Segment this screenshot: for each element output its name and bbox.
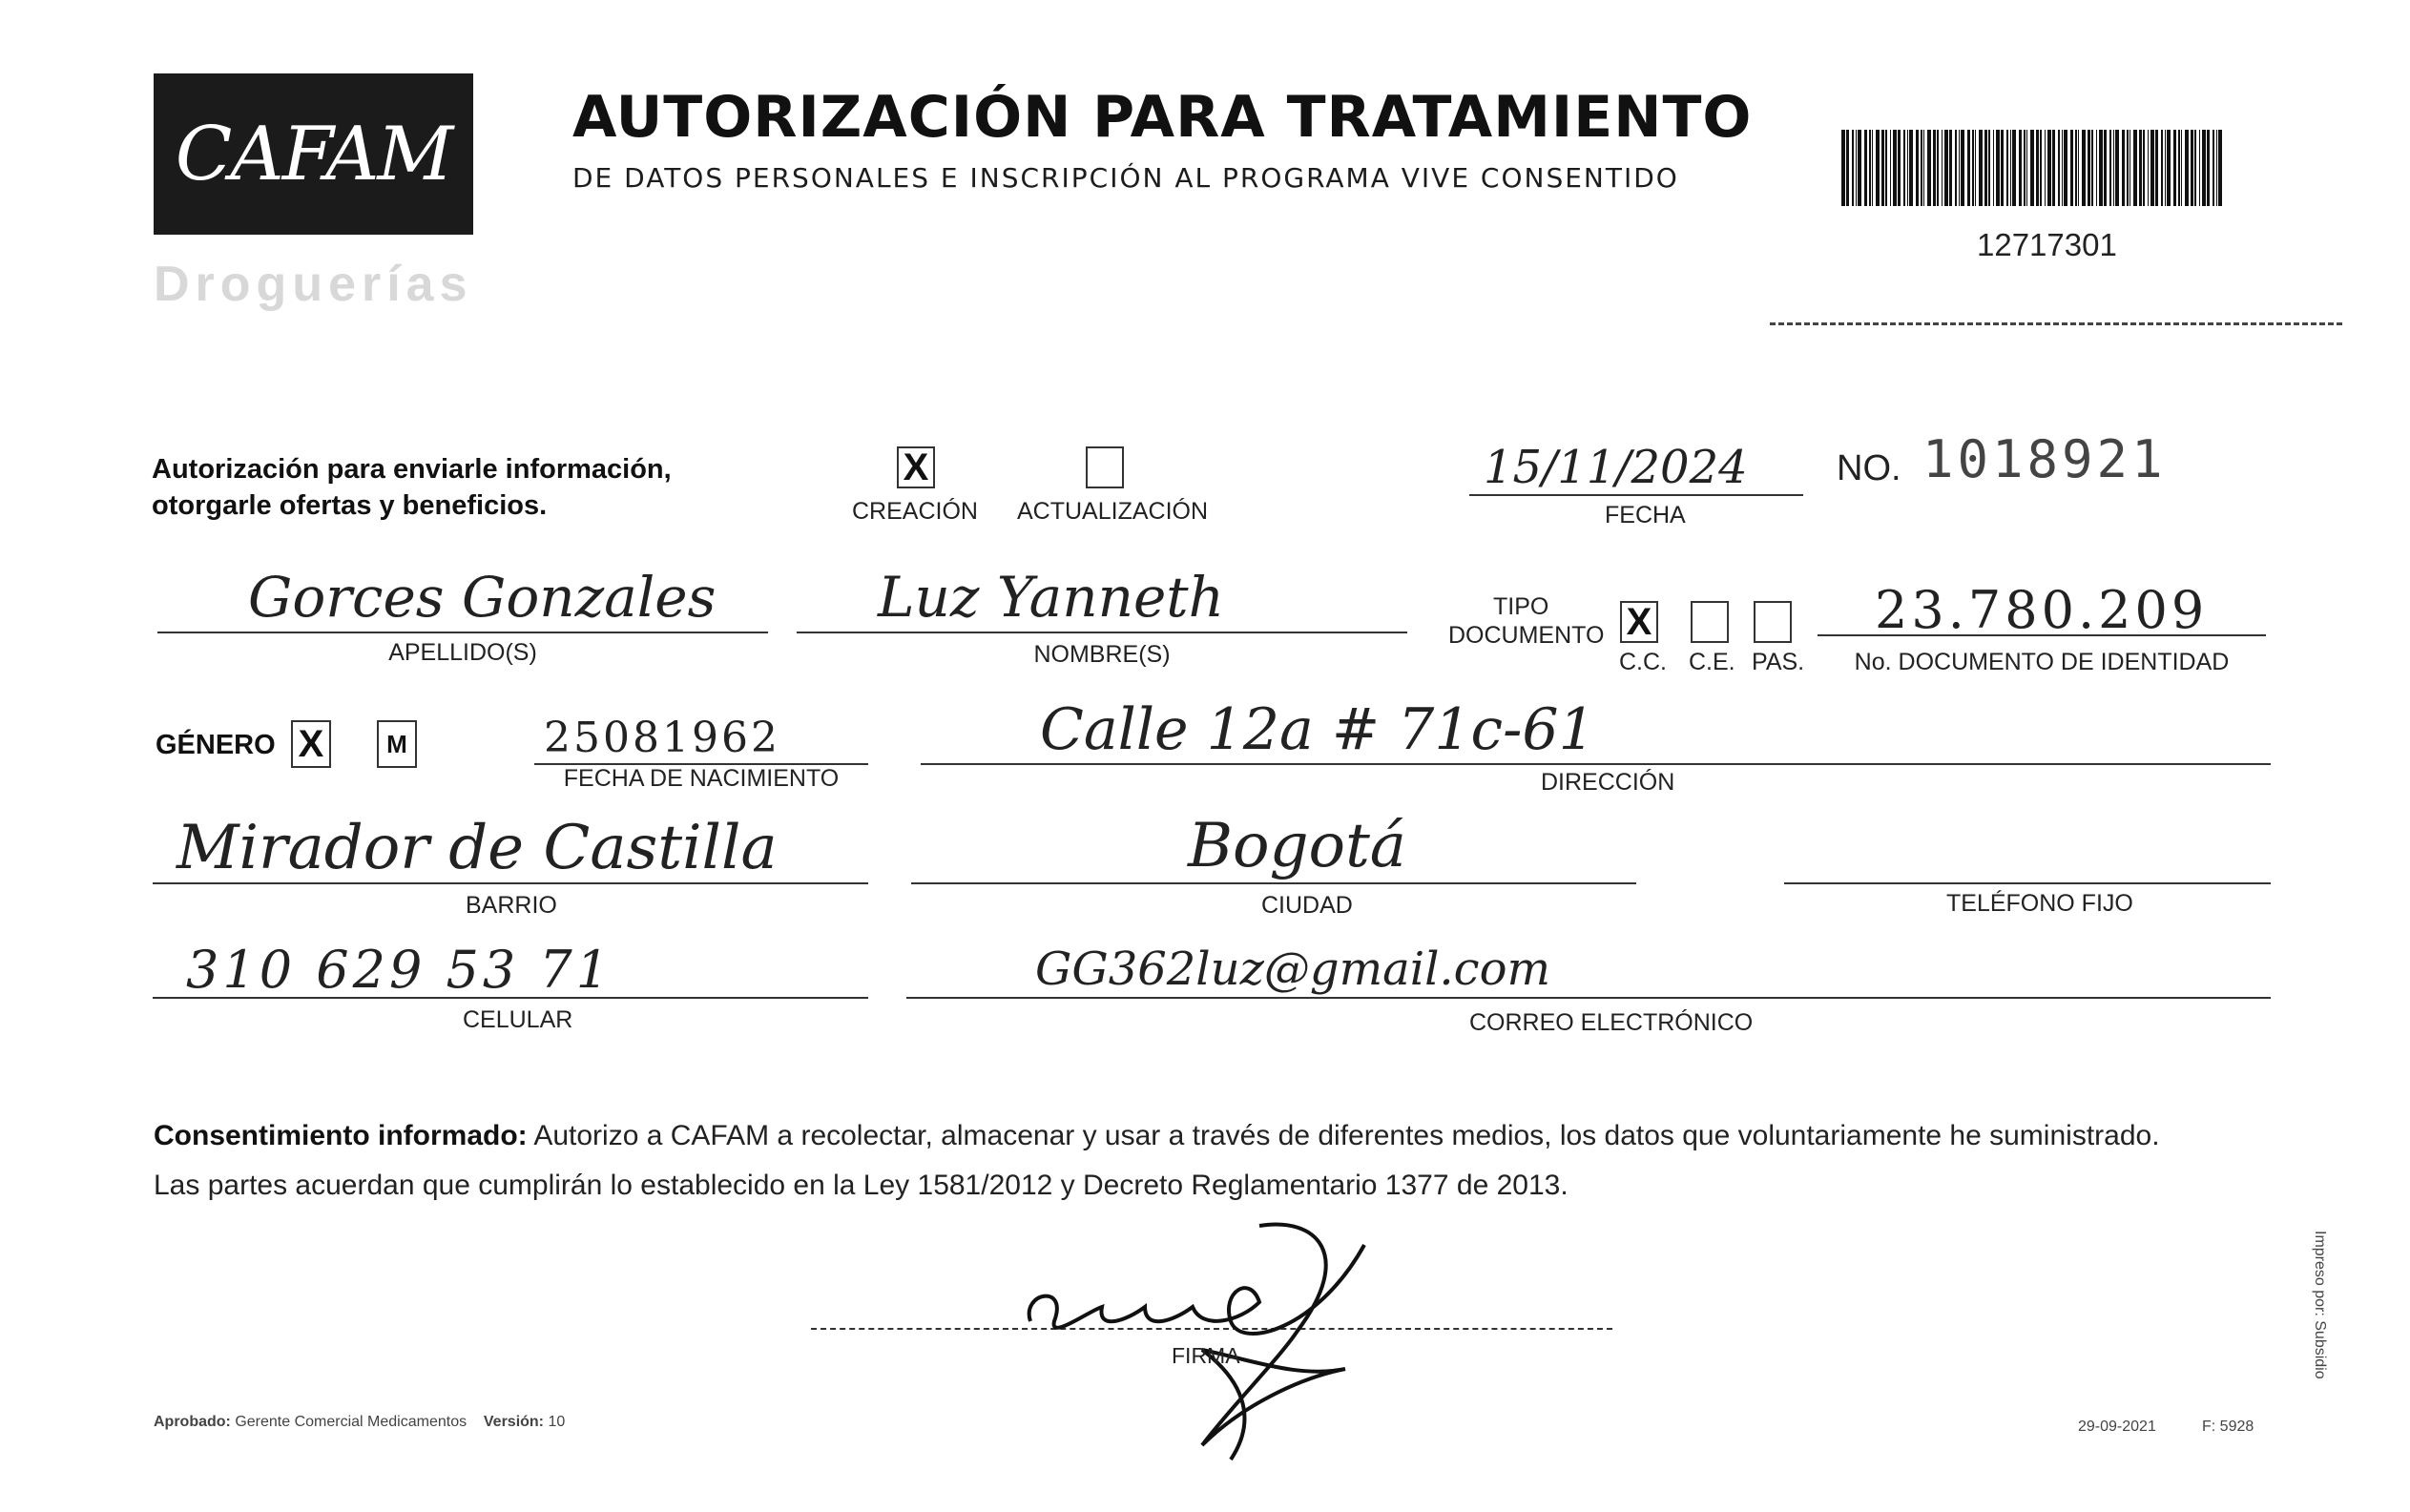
- barcode-bar: [1937, 130, 1939, 206]
- signature-label: FIRMA: [1172, 1343, 1240, 1368]
- ciudad-label: CIUDAD: [1261, 892, 1353, 919]
- creacion-checkbox[interactable]: [897, 446, 935, 488]
- barcode-bar: [2040, 130, 2042, 206]
- barcode-bar: [2150, 130, 2154, 206]
- barcode-bar: [2213, 130, 2214, 206]
- barcode-bar: [2012, 130, 2016, 206]
- barcode-bar: [1864, 130, 1867, 206]
- barcode-bar: [1967, 130, 1970, 206]
- barcode-bar: [1858, 130, 1861, 206]
- ciudad-value: Bogotá: [1188, 811, 1406, 881]
- genero-f-mark: X: [298, 722, 324, 765]
- barcode-bar: [2161, 130, 2163, 206]
- cc-mark: X: [1626, 600, 1652, 643]
- barrio-label: BARRIO: [466, 892, 557, 919]
- barcode-bar: [2115, 130, 2119, 206]
- barcode-bar: [1984, 130, 1987, 206]
- barcode-bar: [2191, 130, 2193, 206]
- barcode-bar: [1869, 130, 1871, 206]
- barcode-bar: [2207, 130, 2210, 206]
- authorization-text-line1: Autorización para enviarle información,: [152, 454, 672, 485]
- side-print-text: Impreso por: Subsidio: [2312, 1231, 2328, 1379]
- ciudad-line: [911, 882, 1636, 884]
- correo-value: GG362luz@gmail.com: [1035, 942, 1550, 996]
- dashed-divider: [1770, 322, 2342, 325]
- celular-line: [153, 997, 868, 999]
- form-title: AUTORIZACIÓN PARA TRATAMIENTO: [572, 84, 1753, 151]
- barcode-bar: [1993, 130, 1994, 206]
- barcode-bar: [1893, 130, 1897, 206]
- barcode-bar: [2185, 130, 2189, 206]
- genero-m-checkbox[interactable]: [377, 720, 417, 768]
- barcode-bar: [2026, 130, 2027, 206]
- barcode-bar: [2091, 130, 2093, 206]
- apellidos-label: APELLIDO(S): [388, 639, 537, 666]
- barcode-bar: [2052, 130, 2055, 206]
- barcode-bar: [2064, 130, 2067, 206]
- barcode-bar: [2143, 130, 2145, 206]
- barcode-bar: [2181, 130, 2182, 206]
- celular-label: CELULAR: [463, 1006, 573, 1033]
- cafam-logo: [154, 73, 473, 235]
- barcode-bar: [2194, 130, 2196, 206]
- barcode-bar: [1933, 130, 1936, 206]
- barcode-bar: [2178, 130, 2180, 206]
- consent-body-line1: Autorizo a CAFAM a recolectar, almacenar y usar a través de diferentes medios, los datos que voluntariamente he suministrado.: [533, 1120, 2160, 1151]
- barcode-bar: [1872, 130, 1873, 206]
- barcode-number: 12717301: [1977, 227, 2117, 262]
- tipo-documento-label-1: TIPO: [1493, 593, 1549, 620]
- barcode-bar: [2104, 130, 2107, 206]
- barcode-bar: [1988, 130, 1990, 206]
- ce-checkbox[interactable]: [1691, 601, 1729, 643]
- barcode-bar: [2088, 130, 2090, 206]
- cc-label: C.C.: [1619, 649, 1667, 675]
- barcode-bar: [2139, 130, 2142, 206]
- nombres-value: Luz Yanneth: [878, 565, 1224, 630]
- barcode-bar: [2167, 130, 2171, 206]
- logo-text: CAFAM: [175, 111, 452, 197]
- barcode-bar: [2218, 130, 2222, 206]
- barcode-bar: [1942, 130, 1943, 206]
- genero-m-label: M: [386, 729, 407, 758]
- consent-text: [154, 1111, 2281, 1211]
- ce-label: C.E.: [1689, 649, 1735, 675]
- barcode-bar: [2165, 130, 2166, 206]
- barcode-bar: [2082, 130, 2086, 206]
- barcode-bar: [1856, 130, 1857, 206]
- telefono-label: TELÉFONO FIJO: [1946, 890, 2133, 917]
- footer-aprobado: [154, 1414, 565, 1431]
- barcode-bar: [1841, 130, 1845, 206]
- barcode-bar: [1959, 130, 1960, 206]
- barcode-bar: [2001, 130, 2004, 206]
- apellidos-value: Gorces Gonzales: [248, 565, 717, 630]
- barcode-bar: [1876, 130, 1880, 206]
- tipo-documento-label-2: DOCUMENTO: [1448, 622, 1605, 649]
- documento-line: [1818, 634, 2266, 636]
- barcode-bar: [1996, 130, 2000, 206]
- barcode-bar: [2099, 130, 2103, 206]
- barcode-bar: [2062, 130, 2063, 206]
- barcode-bar: [2070, 130, 2073, 206]
- barrio-value: Mirador de Castilla: [177, 813, 778, 883]
- barcode-bar: [2133, 130, 2137, 206]
- nacimiento-label: FECHA DE NACIMIENTO: [563, 765, 840, 792]
- version-value: 10: [548, 1414, 566, 1430]
- apellidos-line: [157, 632, 768, 633]
- barcode-bar: [2113, 130, 2114, 206]
- barcode-bar: [1923, 130, 1924, 206]
- cc-checkbox[interactable]: [1620, 601, 1658, 643]
- barcode-bar: [1885, 130, 1887, 206]
- barcode-bar: [2148, 130, 2149, 206]
- barcode-bar: [2127, 130, 2129, 206]
- nombres-line: [797, 632, 1407, 633]
- aprobado-value: Gerente Comercial Medicamentos: [235, 1414, 467, 1430]
- pas-label: PAS.: [1752, 649, 1805, 675]
- barcode-bar: [1898, 130, 1901, 206]
- logo-subtitle: Droguerías: [154, 257, 473, 312]
- barcode-bar: [1944, 130, 1948, 206]
- footer-form-code: F: 5928: [2202, 1419, 2254, 1435]
- authorization-text-line2: otorgarle ofertas y beneficios.: [152, 490, 548, 521]
- fecha-line: [1469, 494, 1803, 496]
- genero-label: GÉNERO: [156, 730, 276, 760]
- barcode-bar: [1975, 130, 1976, 206]
- version-label: Versión:: [483, 1414, 545, 1430]
- nacimiento-value: 25081962: [544, 714, 780, 762]
- aprobado-label: Aprobado:: [154, 1414, 231, 1430]
- telefono-line: [1784, 882, 2271, 884]
- barcode-bar: [1955, 130, 1957, 206]
- consent-heading: Consentimiento informado:: [154, 1120, 528, 1151]
- barcode-bar: [1972, 130, 1974, 206]
- barcode-bar: [2109, 130, 2111, 206]
- creacion-label: CREACIÓN: [852, 498, 978, 525]
- correo-line: [906, 997, 2271, 999]
- actualizacion-label: ACTUALIZACIÓN: [1017, 498, 1209, 525]
- barcode-bar: [2036, 130, 2039, 206]
- nombres-label: NOMBRE(S): [1033, 641, 1171, 668]
- barcode-bar: [2078, 130, 2079, 206]
- barcode-bar: [2202, 130, 2206, 206]
- barcode-bar: [2019, 130, 2022, 206]
- barcode-bar: [1949, 130, 1952, 206]
- barcode-bar: [1909, 130, 1913, 206]
- correo-label: CORREO ELECTRÓNICO: [1469, 1009, 1754, 1036]
- barcode-bar: [2047, 130, 2051, 206]
- documento-label: No. DOCUMENTO DE IDENTIDAD: [1854, 649, 2230, 675]
- barcode-bar: [2045, 130, 2046, 206]
- direccion-value: Calle 12a # 71c-61: [1040, 696, 1595, 763]
- barcode-bar: [1881, 130, 1884, 206]
- barcode-bar: [2155, 130, 2158, 206]
- barcode-bar: [1890, 130, 1891, 206]
- barcode-bar: [2024, 130, 2026, 206]
- barcode-bar: [1907, 130, 1908, 206]
- barcode-bar: [1852, 130, 1854, 206]
- barcode-bar: [2096, 130, 2097, 206]
- barcode-bar: [1916, 130, 1919, 206]
- actualizacion-checkbox[interactable]: [1086, 446, 1124, 488]
- form-subtitle: DE DATOS PERSONALES E INSCRIPCIÓN AL PROGRAMA VIVE CONSENTIDO: [572, 162, 1679, 194]
- barcode-bar: [1979, 130, 1983, 206]
- pas-checkbox[interactable]: [1754, 601, 1792, 643]
- direccion-line: [921, 763, 2271, 765]
- consent-body-line2: Las partes acuerdan que cumplirán lo establecido en la Ley 1581/2012 y Decreto Reglamentario 1377 de 2013.: [154, 1170, 1569, 1201]
- creacion-mark: X: [903, 445, 929, 488]
- barcode-bar: [1927, 130, 1931, 206]
- barcode-bar: [2058, 130, 2060, 206]
- barcode-bar: [2122, 130, 2125, 206]
- no-label: NO.: [1837, 448, 1901, 488]
- barcode-bar: [2030, 130, 2034, 206]
- barcode-bar: [2075, 130, 2077, 206]
- genero-f-checkbox[interactable]: [291, 720, 331, 768]
- barrio-line: [153, 882, 868, 884]
- no-value: 1018921: [1922, 429, 2167, 489]
- fecha-label: FECHA: [1605, 502, 1686, 528]
- barcode-bar: [1961, 130, 1964, 206]
- barcode-bar: [2216, 130, 2217, 206]
- footer-date: 29-09-2021: [2078, 1419, 2156, 1435]
- barcode-bar: [2006, 130, 2008, 206]
- barcode-bar: [1846, 130, 1849, 206]
- documento-value: 23.780.209: [1875, 580, 2209, 640]
- barcode-bar: [2199, 130, 2200, 206]
- barcode: [1841, 130, 2223, 206]
- barcode-bar: [2173, 130, 2176, 206]
- direccion-label: DIRECCIÓN: [1541, 769, 1675, 796]
- barcode-bar: [1903, 130, 1905, 206]
- celular-value: 310 629 53 71: [186, 940, 613, 1000]
- barcode-bar: [1921, 130, 1922, 206]
- signature: [1011, 1216, 1393, 1464]
- barcode-bar: [2010, 130, 2011, 206]
- fecha-value: 15/11/2024: [1484, 441, 1748, 494]
